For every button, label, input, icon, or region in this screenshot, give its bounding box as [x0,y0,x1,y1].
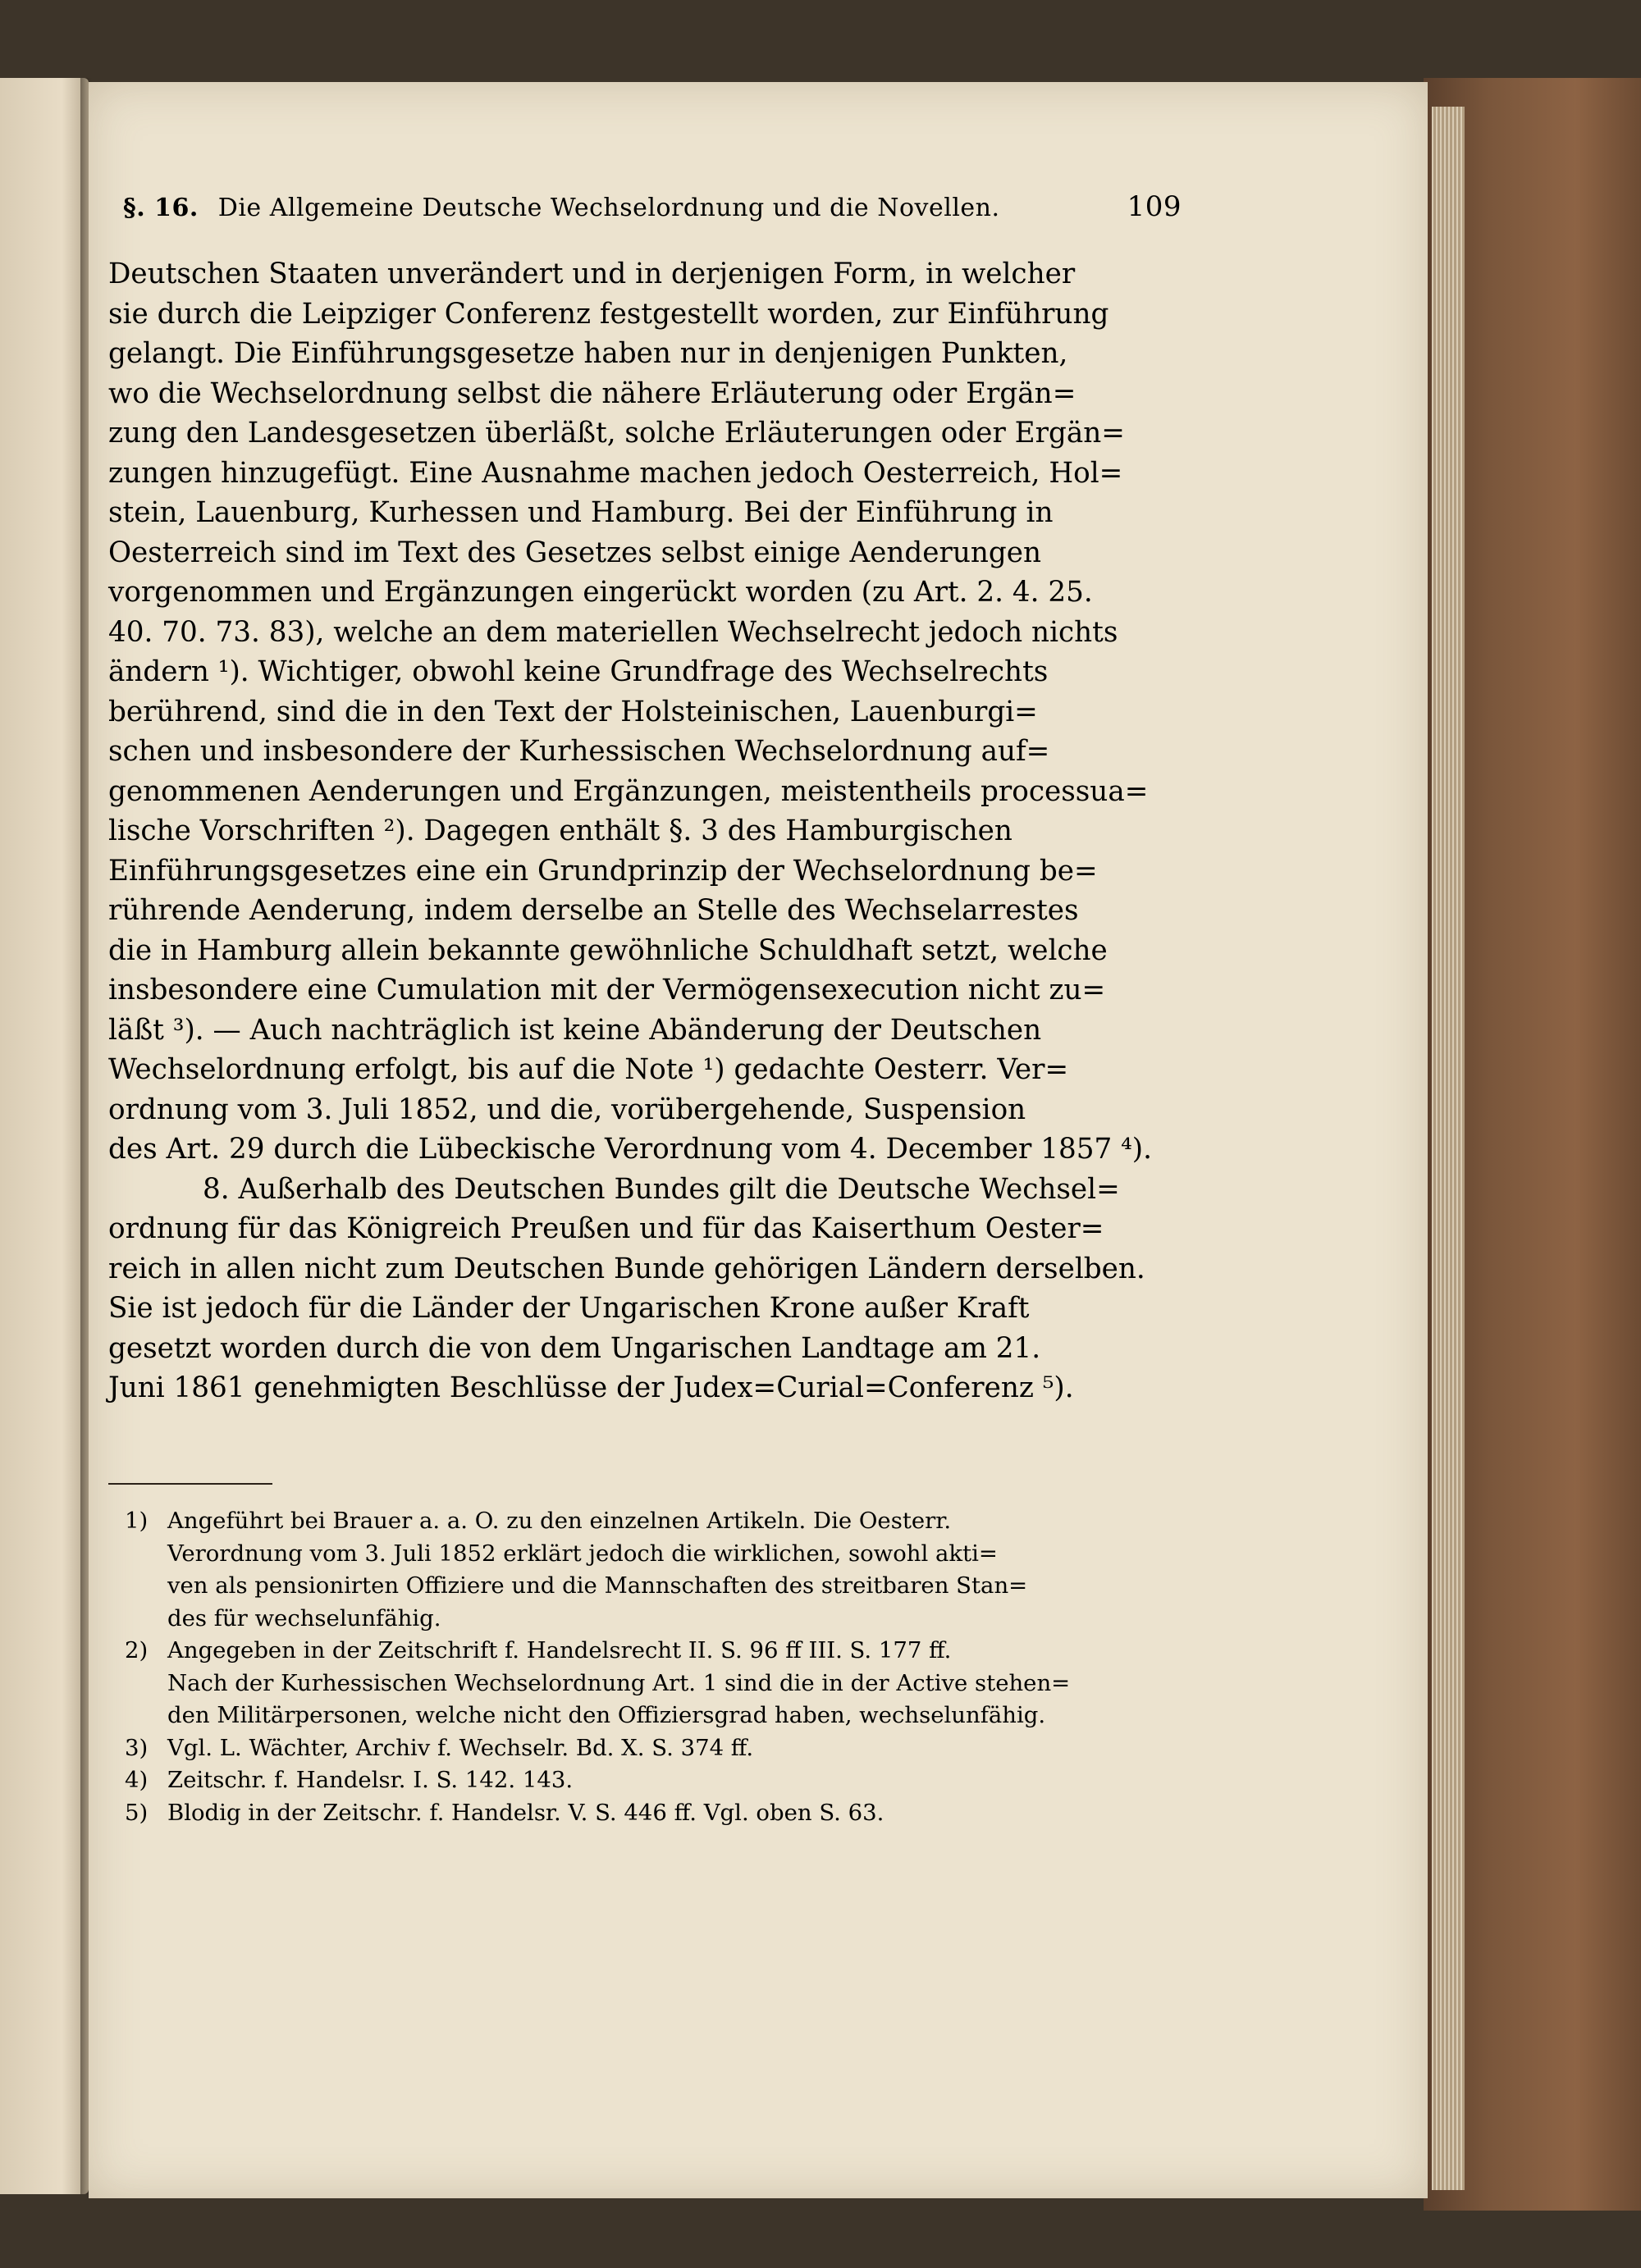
text-line: vorgenommen und Ergänzungen eingerückt worden (zu Art. 2. 4. 25. [108,576,1093,609]
text-line: Deutschen Staaten unverändert und in derjenigen Form, in welcher [108,258,1076,290]
section-number: §. 16. [123,194,199,222]
text-line: ordnung vom 3. Juli 1852, und die, vorübergehende, Suspension [108,1093,1026,1126]
text-line: ändern ¹). Wichtiger, obwohl keine Grundfrage des Wechselrechts [108,655,1049,688]
main-text [108,254,1178,1408]
adjacent-left-page [0,78,89,2194]
text-line: gelangt. Die Einführungsgesetze haben nur in denjenigen Punkten, [108,337,1068,370]
footnote-number: 3) [125,1734,149,1761]
text-line: die in Hamburg allein bekannte gewöhnliche Schuldhaft setzt, welche [108,933,1108,967]
text-line: Wechselordnung erfolgt, bis auf die Note ¹) gedachte Oesterr. Ver= [108,1053,1069,1086]
footnote-text: den Militärpersonen, welche nicht den Offiziersgrad haben, wechselunfähig. [167,1702,1046,1728]
text-line: des Art. 29 durch die Lübeckische Verordnung vom 4. December 1857 ⁴). [108,1133,1152,1166]
footnote-number: 1) [125,1508,149,1534]
text-line: stein, Lauenburg, Kurhessen und Hamburg. Bei der Einführung in [108,496,1054,529]
text-line: 8. Außerhalb des Deutschen Bundes gilt die Deutsche Wechsel= [203,1172,1120,1206]
footnote-text: Blodig in der Zeitschr. f. Handelsr. V. S. 446 ff. Vgl. oben S. 63. [167,1799,884,1826]
footnote-text: Nach der Kurhessischen Wechselordnung Art. 1 sind die in der Active stehen= [167,1669,1071,1696]
text-line: insbesondere eine Cumulation mit der Vermögensexecution nicht zu= [108,974,1106,1006]
footnote-text: Angegeben in der Zeitschrift f. Handelsrecht II. S. 96 ff III. S. 177 ff. [167,1637,952,1663]
text-line: wo die Wechselordnung selbst die nähere Erläuterung oder Ergän= [108,376,1076,410]
footnote-text: Angeführt bei Brauer a. a. O. zu den einzelnen Artikeln. Die Oesterr. [167,1508,952,1534]
text-line: lische Vorschriften ²). Dagegen enthält §. 3 des Hamburgischen [108,815,1012,847]
footnote-2 [125,1635,1183,1668]
text-line: reich in allen nicht zum Deutschen Bunde gehörigen Ländern derselben. [108,1252,1145,1285]
text-line: schen und insbesondere der Kurhessischen Wechselordnung auf= [108,735,1050,768]
page-number: 109 [1127,190,1182,223]
text-line: ordnung für das Königreich Preußen und für das Kaiserthum Oester= [108,1212,1104,1245]
page-edges [1432,107,1465,2190]
text-line: 40. 70. 73. 83), welche an dem materiellen Wechselrecht jedoch nichts [108,615,1118,649]
text-line: Oesterreich sind im Text des Gesetzes selbst einige Aenderungen [108,536,1042,569]
text-line: zung den Landesgesetzen überläßt, solche Erläuterungen oder Ergän= [108,417,1125,449]
text-line: genommenen Aenderungen und Ergänzungen, meistentheils processua= [108,774,1149,808]
footnote-number: 2) [125,1637,149,1663]
text-line: berührend, sind die in den Text der Holsteinischen, Lauenburgi= [108,695,1038,728]
text-line: sie durch die Leipziger Conferenz festgestellt worden, zur Einführung [108,297,1109,331]
text-line: läßt ³). — Auch nachträglich ist keine Abänderung der Deutschen [108,1013,1042,1047]
footnote-text: Verordnung vom 3. Juli 1852 erklärt jedoch die wirklichen, sowohl akti= [167,1540,998,1567]
footnote-rule [108,1483,272,1485]
footnote-4 [125,1764,1183,1797]
text-line: Juni 1861 genehmigten Beschlüsse der Judex=Curial=Conferenz ⁵). [108,1371,1074,1404]
footnote-3 [125,1732,1183,1765]
footnote-number: 5) [125,1799,149,1826]
footnote-text: ven als pensionirten Offiziere und die Mannschaften des streitbaren Stan= [167,1572,1028,1599]
footnote-text: des für wechselunfähig. [167,1604,441,1631]
footnote-5 [125,1797,1183,1830]
footnotes [125,1505,1183,1829]
text-line: zungen hinzugefügt. Eine Ausnahme machen jedoch Oesterreich, Hol= [108,456,1123,490]
footnote-1 [125,1505,1183,1538]
text-line: Einführungsgesetzes eine ein Grundprinzip der Wechselordnung be= [108,854,1098,888]
footnote-text: Zeitschr. f. Handelsr. I. S. 142. 143. [167,1767,574,1793]
footnote-number: 4) [125,1767,149,1793]
footnote-text: Vgl. L. Wächter, Archiv f. Wechselr. Bd. X. S. 374 ff. [167,1734,754,1761]
header-title: Die Allgemeine Deutsche Wechselordnung und die Novellen. [217,194,1000,222]
running-header [123,190,1182,240]
text-line: rührende Aenderung, indem derselbe an Stelle des Wechselarrestes [108,894,1079,927]
text-line: gesetzt worden durch die von dem Ungarischen Landtage am 21. [108,1331,1041,1365]
text-line: Sie ist jedoch für die Länder der Ungarischen Krone außer Kraft [108,1292,1030,1325]
